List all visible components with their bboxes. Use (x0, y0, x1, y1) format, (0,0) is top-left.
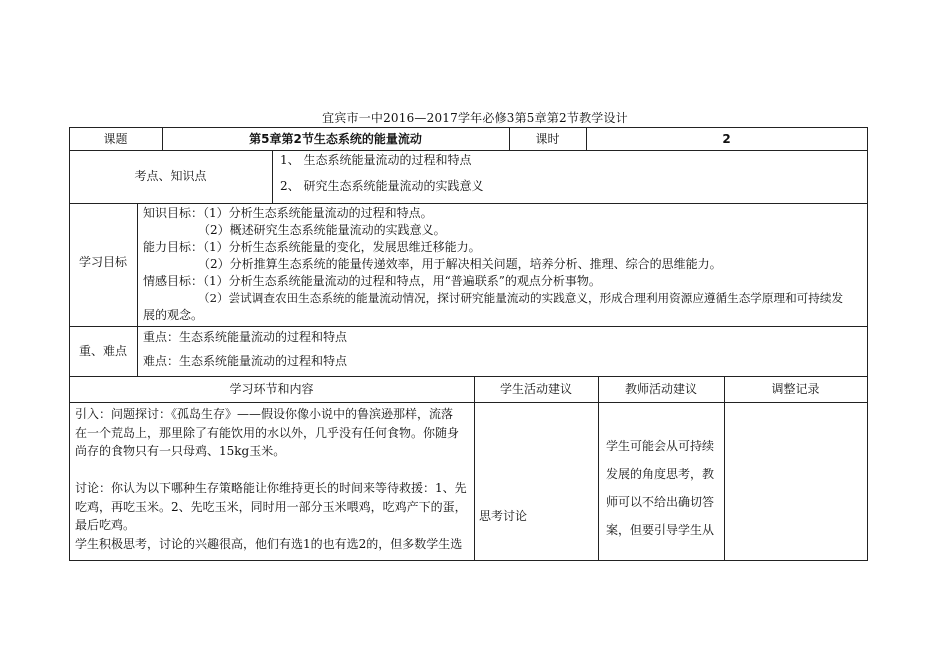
period-label: 课时 (535, 132, 560, 146)
column-header-student: 学生活动建议 (499, 382, 572, 396)
teacher-line-3: 师可以不给出确切答 (606, 495, 715, 509)
difficult-point: 难点：生态系统能量流动的过程和特点 (143, 354, 348, 368)
knowledge-item-1: 1、 生态系统能量流动的过程和特点 (280, 153, 472, 167)
goal-line-4: （2）分析推算生态系统的能量传递效率，用于解决相关问题，培养分析、推理、综合的思维能力。 (198, 257, 722, 271)
topic-value: 第5章第2节生态系统的能量流动 (249, 132, 422, 146)
goal-line-6: （2）尝试调查农田生态系统的能量流动情况，探讨研究能量流动的实践意义，形成合理利用资源应遵循生态学原理和可持续发 (198, 291, 844, 305)
column-header-record: 调整记录 (771, 382, 820, 396)
goal-line-1: 知识目标：（1）分析生态系统能量流动的过程和特点。 (143, 206, 433, 220)
goal-line-3: 能力目标：（1）分析生态系统能量的变化，发展思维迁移能力。 (143, 240, 481, 254)
teacher-line-1: 学生可能会从可持续 (606, 439, 715, 453)
keypoints-label: 重、难点 (78, 344, 127, 358)
goal-line-2: （2）概述研究生态系统能量流动的实践意义。 (198, 223, 446, 237)
column-header-teacher: 教师活动建议 (624, 382, 697, 396)
content-line-2: 在一个荒岛上，那里除了有能饮用的水以外，几乎没有任何食物。你随身 (75, 425, 460, 440)
important-point: 重点：生态系统能量流动的过程和特点 (143, 330, 348, 344)
period-value: 2 (722, 132, 731, 146)
teacher-activity (606, 432, 722, 544)
column-header-content: 学习环节和内容 (229, 382, 314, 396)
content-line-4 (75, 461, 471, 480)
goals-text (143, 205, 865, 324)
document-title: 宜宾市一中2016—2017学年必修3第5章第2节教学设计 (322, 111, 628, 125)
knowledge-item-2: 2、 研究生态系统能量流动的实践意义 (280, 179, 484, 193)
teacher-line-4: 案，但要引导学生从 (606, 523, 715, 537)
content-line-7: 最后吃鸡。 (75, 518, 136, 532)
topic-label: 课题 (103, 132, 128, 146)
content-line-3: 尚存的食物只有一只母鸡、15kg玉米。 (75, 444, 286, 458)
teacher-line-2: 发展的角度思考，教 (606, 467, 715, 481)
knowledge-label: 考点、知识点 (134, 169, 207, 183)
record-cell (724, 402, 867, 560)
content-line-6: 吃鸡，再吃玉米。2、先吃玉米，同时用一部分玉米喂鸡，吃鸡产下的蛋， (75, 499, 467, 514)
student-activity: 思考讨论 (479, 509, 528, 523)
goals-label: 学习目标 (78, 255, 127, 269)
goal-line-7: 展的观念。 (143, 308, 204, 322)
content-line-5: 讨论：你认为以下哪种生存策略能让你维持更长的时间来等待救援：1、先 (75, 481, 467, 495)
goal-line-5: 情感目标：（1）分析生态系统能量流动的过程和特点，用“普遍联系”的观点分析事物。 (143, 274, 601, 288)
content-line-8: 学生积极思考，讨论的兴趣很高，他们有选1的也有选2的，但多数学生选 (75, 536, 463, 551)
content-cell (75, 405, 471, 553)
content-line-1: 引入：问题探讨：《孤岛生存》——假设你像小说中的鲁滨逊那样，流落 (75, 407, 454, 421)
